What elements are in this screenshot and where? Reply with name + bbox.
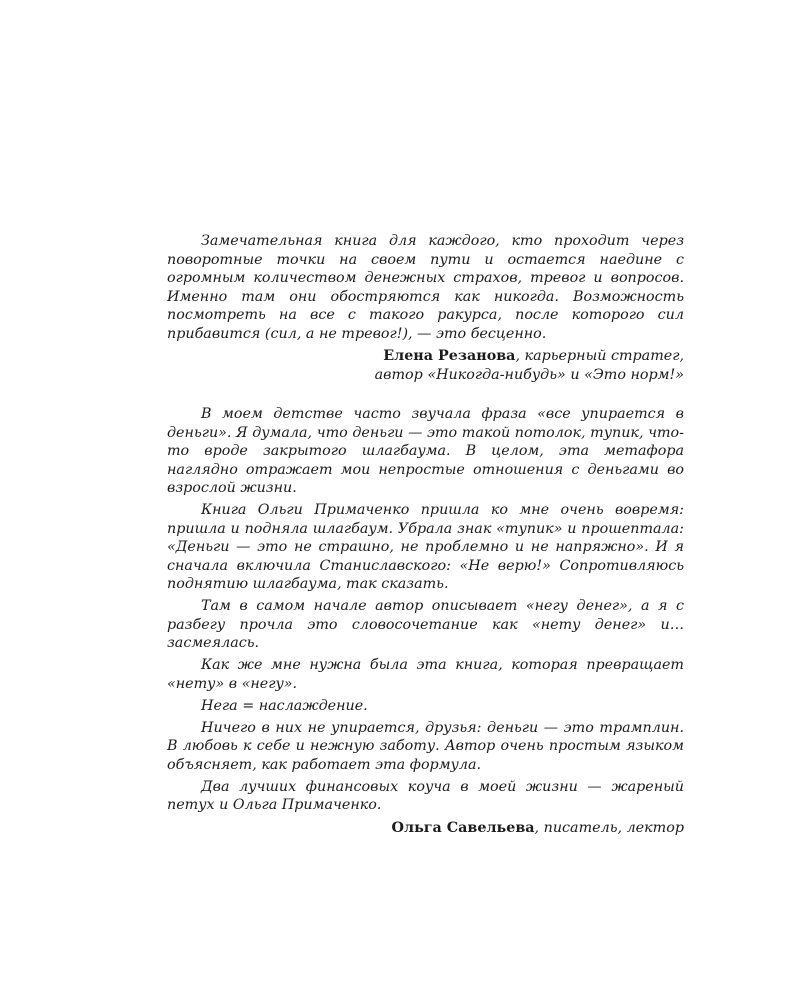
testimonial-paragraph: В моем детстве часто звучала фраза «все упирается в деньги». Я думала, что деньги — это такой потолок, тупик, что-то вроде закрытого шлагбаума. В целом, эта метафора наглядно отражает мои непростые отношения с деньгами во взрослой жизни. bbox=[167, 406, 684, 496]
testimonial-rezanova bbox=[167, 232, 684, 384]
author-name: Ольга Савельева bbox=[391, 819, 535, 836]
testimonial-paragraph: Ничего в них не упирается, друзья: деньги — это трамплин. В любовь к себе и нежную заботу. Автор очень простым языком объясняет, как работает эта формула. bbox=[167, 719, 684, 773]
testimonial-attribution bbox=[167, 819, 684, 838]
testimonial-paragraph: Нега = наслаждение. bbox=[201, 697, 368, 714]
author-name: Елена Резанова bbox=[383, 348, 516, 364]
testimonial-paragraph: Два лучших финансовых коуча в моей жизни — жареный петух и Ольга Примаченко. bbox=[167, 778, 684, 813]
author-role-continued: автор «Никогда-нибудь» и «Это норм!» bbox=[374, 366, 684, 383]
section-spacer bbox=[167, 384, 684, 405]
testimonial-paragraph: Как же мне нужна была эта книга, которая превращает «нету» в «негу». bbox=[167, 657, 684, 692]
testimonial-paragraph: Книга Ольги Примаченко пришла ко мне очень вовремя: пришла и подняла шлагбаум. Убрала знак «тупик» и прошептала: «Деньги — это не страшно, не проблемно и не напряжно». И я сначала включила Станиславского: «Не верю!» Сопротивляюсь поднятию шлагбаума, так сказать. bbox=[167, 502, 684, 592]
testimonial-saveleva bbox=[167, 405, 684, 837]
testimonial-paragraph: Там в самом начале автор описывает «негу денег», а я с разбегу прочла это словосочетание как «нету денег» и… засмеялась. bbox=[167, 598, 684, 651]
testimonial-attribution bbox=[167, 347, 684, 384]
author-role: , карьерный стратег, bbox=[515, 348, 684, 364]
page-text-block bbox=[167, 232, 684, 837]
testimonial-paragraph: Замечательная книга для каждого, кто проходит через поворотные точки на своем пути и остается наедине с огромным количеством денежных страхов, тревог и вопросов. Именно там они обостряются как никогда. Возможность посмотреть на все с такого ракурса, после которого сил прибавится (сил, а не тревог!), — это бесценно. bbox=[167, 233, 684, 342]
author-role: , писатель, лектор bbox=[534, 819, 684, 836]
